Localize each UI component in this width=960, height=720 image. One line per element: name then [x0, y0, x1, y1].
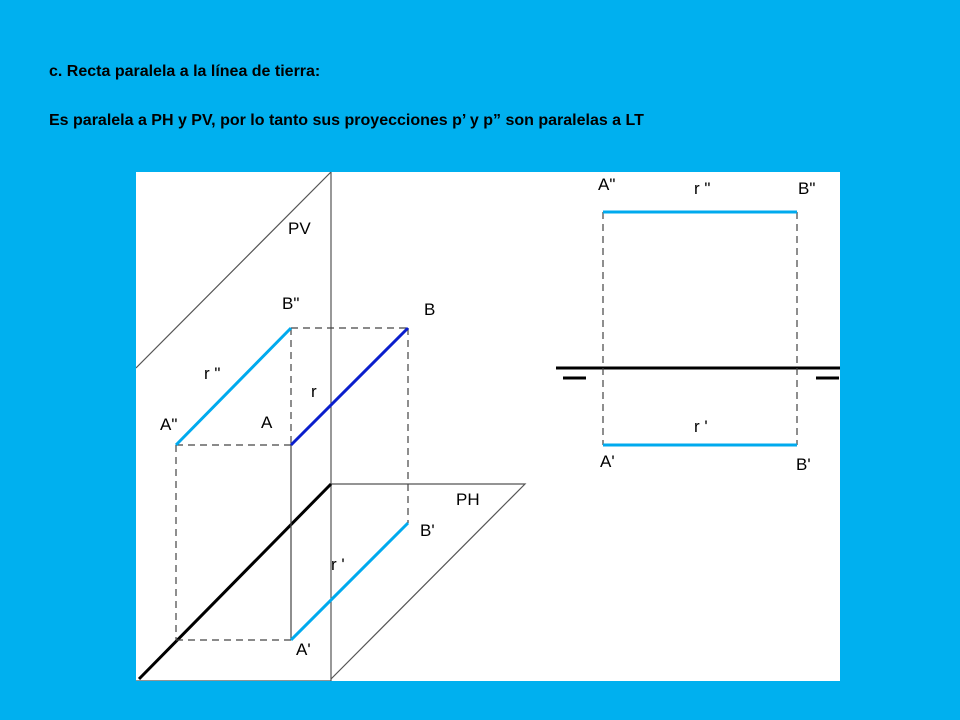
- label-b: B: [424, 300, 436, 319]
- line-r-space: [291, 328, 408, 445]
- label-b-prime: B': [420, 521, 435, 540]
- label-pv: PV: [288, 219, 311, 238]
- dihedral-label-b-prime: B': [796, 455, 811, 474]
- projection-r-vertical: [176, 328, 291, 445]
- label-r: r: [311, 382, 317, 401]
- label-a-prime: A': [296, 640, 311, 659]
- label-ph: PH: [456, 490, 480, 509]
- label-a: A: [261, 413, 273, 432]
- dihedral-label-r-prime: r ': [694, 417, 708, 436]
- dihedral-label-a-prime: A': [600, 452, 615, 471]
- dihedral-label-b-double-prime: B": [798, 179, 816, 198]
- descriptive-geometry-diagram: [136, 172, 840, 681]
- slide-description: Es paralela a PH y PV, por lo tanto sus proyecciones p’ y p” son paralelas a LT: [49, 112, 644, 129]
- dihedral-reference-lines: [603, 212, 797, 445]
- diagram-panel: [136, 172, 840, 681]
- projection-r-horizontal: [291, 523, 408, 640]
- label-r-double-prime: r ": [204, 364, 221, 383]
- dihedral-label-r-double-prime: r ": [694, 179, 711, 198]
- label-r-prime: r ': [331, 555, 345, 574]
- label-a-double-prime: A": [160, 415, 178, 434]
- dihedral-label-a-double-prime: A": [598, 175, 616, 194]
- slide-title: c. Recta paralela a la línea de tierra:: [49, 63, 321, 80]
- horizontal-plane-ph: [331, 484, 525, 679]
- label-b-double-prime: B": [282, 294, 300, 313]
